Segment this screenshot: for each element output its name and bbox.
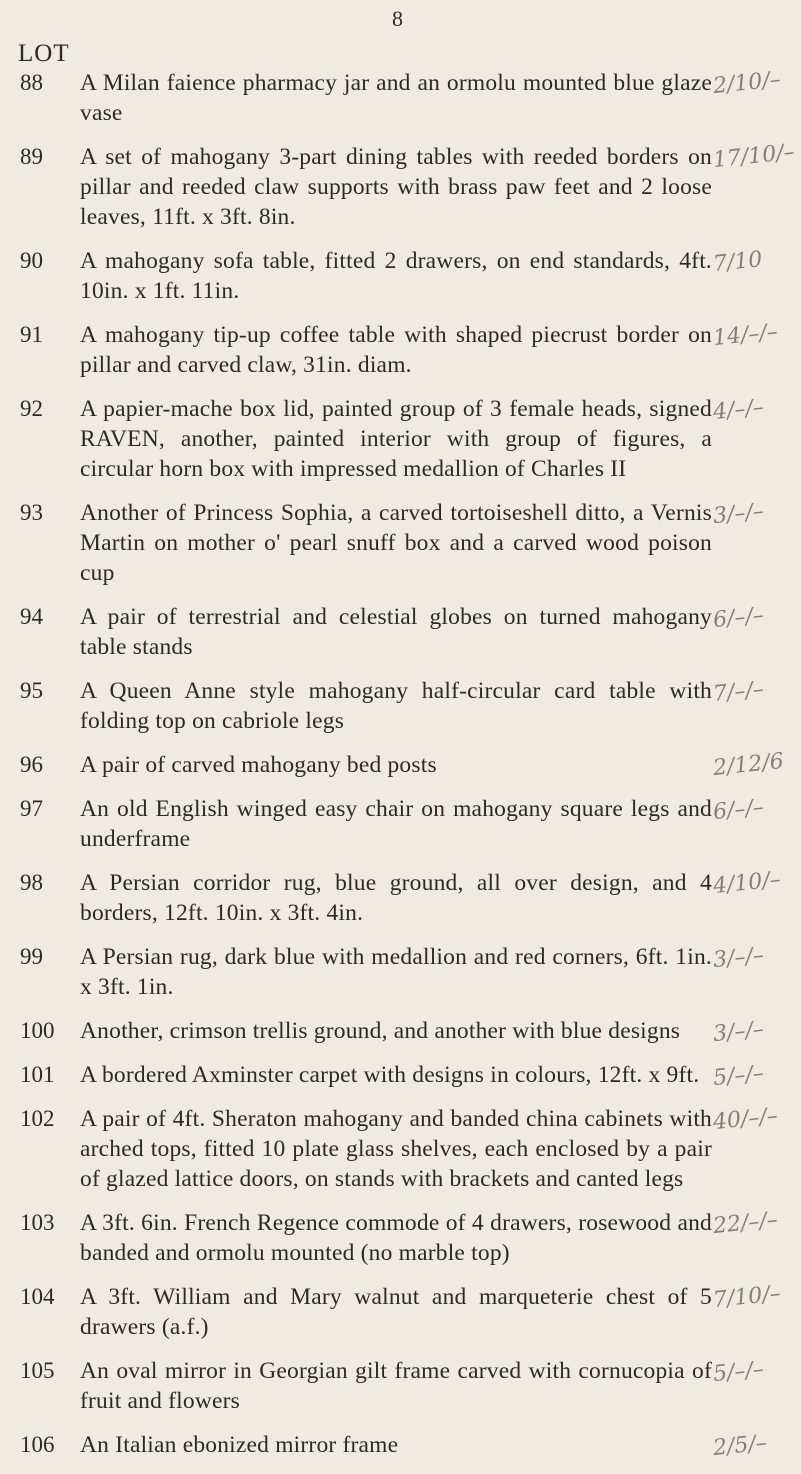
lot-number: 95 [20, 678, 43, 703]
lot-entry [0, 320, 801, 380]
lot-number: 97 [20, 796, 43, 821]
lot-entry [0, 942, 801, 1002]
page-number: 8 [392, 6, 403, 31]
lot-number: 88 [20, 70, 43, 95]
handwritten-price: 3/–/– [711, 1016, 766, 1048]
lot-description: A Persian rug, dark blue with medallion and red corners, 6ft. 1in. x 3ft. 1in. [80, 944, 712, 1000]
lot-description: A pair of terrestrial and celestial globes on turned mahogany table stands [80, 604, 712, 660]
lot-number: 92 [20, 396, 43, 421]
lot-number: 99 [20, 944, 43, 969]
lot-number: 98 [20, 870, 43, 895]
lot-list [0, 68, 801, 1474]
handwritten-price: 40/–/– [711, 1103, 779, 1136]
handwritten-price: 7/10/– [711, 1281, 782, 1314]
lot-number: 100 [20, 1018, 55, 1043]
lot-description: A mahogany sofa table, fitted 2 drawers, on end standards, 4ft. 10in. x 1ft. 11in. [80, 248, 712, 304]
handwritten-price: 3/–/– [711, 498, 766, 530]
lot-number: 96 [20, 752, 43, 777]
handwritten-price: 2/10/– [711, 67, 782, 100]
lot-description: A pair of 4ft. Sheraton mahogany and banded china cabinets with arched tops, fitted 10 plate glass shelves, each enclosed by a pair of glazed lattice doors, on stands with brackets and canted legs [80, 1106, 712, 1192]
handwritten-price: 17/10/– [711, 139, 796, 174]
lot-entry [0, 498, 801, 588]
lot-number: 105 [20, 1358, 55, 1383]
lot-entry [0, 1016, 801, 1046]
lot-number: 104 [20, 1284, 55, 1309]
handwritten-price: 2/12/6 [711, 748, 785, 782]
lot-entry [0, 1356, 801, 1416]
lot-number: 94 [20, 604, 43, 629]
lot-number: 91 [20, 322, 43, 347]
handwritten-price: 14/–/– [711, 319, 779, 352]
handwritten-price: 7/–/– [711, 676, 766, 708]
lot-entry [0, 750, 801, 780]
lot-description: An Italian ebonized mirror frame [80, 1432, 399, 1458]
lot-entry [0, 1208, 801, 1268]
lot-number: 103 [20, 1210, 55, 1235]
lot-description: A 3ft. William and Mary walnut and marqueterie chest of 5 drawers (a.f.) [80, 1284, 712, 1340]
lot-entry [0, 1282, 801, 1342]
lot-number: 106 [20, 1432, 55, 1457]
handwritten-price: 5/–/– [711, 1060, 766, 1092]
lot-description: A papier-mache box lid, painted group of 3 female heads, signed RAVEN, another, painted interior with group of figures, a circular horn box with impressed medallion of Charles II [80, 396, 712, 482]
lot-description: A Milan faience pharmacy jar and an ormolu mounted blue glaze vase [80, 70, 712, 126]
handwritten-price: 22/–/– [711, 1207, 779, 1240]
handwritten-price: 3/–/– [711, 942, 766, 974]
lot-description: An old English winged easy chair on mahogany square legs and underframe [80, 796, 712, 852]
handwritten-price: 2/5/– [711, 1430, 769, 1462]
lot-column-header: LOT [18, 40, 70, 67]
handwritten-price: 6/–/– [711, 602, 766, 634]
lot-entry [0, 1430, 801, 1460]
lot-description: A Persian corridor rug, blue ground, all over design, and 4 borders, 12ft. 10in. x 3ft. 4in. [80, 870, 712, 926]
lot-description: Another of Princess Sophia, a carved tortoiseshell ditto, a Vernis Martin on mother o' pearl snuff box and a carved wood poison cup [80, 500, 712, 586]
handwritten-price: 5/–/– [711, 1356, 766, 1388]
lot-description: A bordered Axminster carpet with designs in colours, 12ft. x 9ft. [80, 1062, 700, 1088]
lot-number: 90 [20, 248, 43, 273]
lot-entry [0, 794, 801, 854]
lot-entry [0, 68, 801, 128]
lot-entry [0, 139, 801, 232]
lot-entry [0, 246, 801, 306]
handwritten-price: 4/10/– [711, 867, 782, 900]
lot-description: A Queen Anne style mahogany half-circular card table with folding top on cabriole legs [80, 678, 712, 734]
handwritten-price: 4/–/– [711, 394, 766, 426]
handwritten-price: 6/–/– [711, 794, 766, 826]
lot-entry [0, 602, 801, 662]
lot-entry [0, 1060, 801, 1090]
lot-number: 102 [20, 1106, 55, 1131]
lot-description: An oval mirror in Georgian gilt frame carved with cornucopia of fruit and flowers [80, 1358, 712, 1414]
lot-description: A pair of carved mahogany bed posts [80, 752, 437, 778]
lot-entry [0, 1104, 801, 1194]
lot-description: A 3ft. 6in. French Regence commode of 4 drawers, rosewood and banded and ormolu mounted (no marble top) [80, 1210, 712, 1266]
lot-entry [0, 868, 801, 928]
lot-number: 101 [20, 1062, 55, 1087]
lot-description: A set of mahogany 3-part dining tables with reeded borders on pillar and reeded claw supports with brass paw feet and 2 loose leaves, 11ft. x 3ft. 8in. [80, 144, 712, 230]
lot-entry [0, 676, 801, 736]
lot-number: 93 [20, 500, 43, 525]
lot-description: A mahogany tip-up coffee table with shaped piecrust border on pillar and carved claw, 31in. diam. [80, 322, 712, 378]
lot-entry [0, 394, 801, 484]
lot-description: Another, crimson trellis ground, and another with blue designs [80, 1018, 681, 1044]
lot-number: 89 [20, 144, 43, 169]
handwritten-price: 7/10 [711, 247, 764, 278]
